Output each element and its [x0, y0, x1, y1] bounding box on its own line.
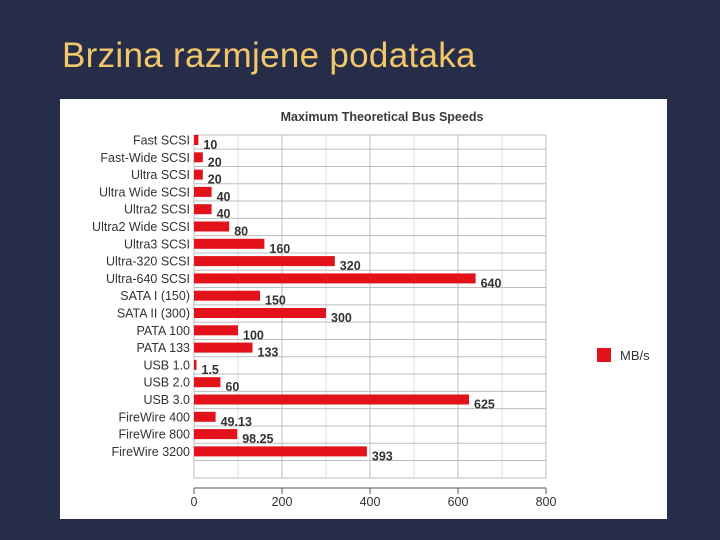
category-label: FireWire 800 — [118, 427, 190, 442]
bar — [194, 273, 476, 283]
value-label: 320 — [339, 259, 361, 274]
bar — [194, 291, 260, 301]
value-label: 80 — [234, 224, 249, 239]
bar — [194, 152, 203, 162]
bus-speed-chart — [60, 99, 667, 519]
bar — [194, 429, 237, 439]
value-label: 393 — [371, 449, 393, 464]
category-label: FireWire 3200 — [111, 444, 190, 459]
value-label: 20 — [207, 172, 222, 187]
bar — [194, 377, 220, 387]
category-label: Ultra-320 SCSI — [105, 254, 190, 269]
legend-swatch — [597, 348, 611, 362]
value-label: 160 — [269, 241, 291, 256]
category-label: Ultra Wide SCSI — [99, 185, 190, 200]
bar — [194, 135, 198, 145]
chart-title: Maximum Theoretical Bus Speeds — [280, 110, 484, 124]
value-label: 640 — [480, 276, 502, 291]
bar — [194, 395, 469, 405]
category-label: USB 2.0 — [143, 375, 190, 390]
value-label: 300 — [331, 311, 352, 325]
x-tick-label: 600 — [447, 495, 469, 509]
value-label: 98.25 — [242, 432, 274, 447]
bar — [194, 412, 216, 422]
category-label: Fast-Wide SCSI — [100, 150, 190, 165]
labels-layer — [92, 134, 501, 464]
value-label: 49.13 — [220, 414, 252, 429]
x-tick-label: 200 — [271, 495, 293, 509]
slide-title: Brzina razmjene podataka — [62, 36, 476, 75]
category-label: SATA I (150) — [120, 289, 190, 304]
value-label: 20 — [207, 155, 222, 170]
x-tick-label: 0 — [190, 495, 198, 509]
axis-layer — [191, 488, 557, 509]
category-label: PATA 100 — [136, 323, 190, 338]
category-label: Ultra2 Wide SCSI — [92, 220, 190, 234]
bar — [194, 187, 212, 197]
category-label: PATA 133 — [136, 341, 190, 356]
category-label: Ultra2 SCSI — [124, 202, 190, 217]
value-label: 133 — [257, 345, 279, 360]
value-label: 40 — [216, 207, 231, 222]
legend-label: MB/s — [620, 348, 650, 363]
category-label: Ultra3 SCSI — [124, 237, 190, 252]
bar — [194, 222, 229, 232]
category-label: USB 1.0 — [143, 358, 190, 373]
value-label: 625 — [474, 397, 495, 412]
bar — [194, 256, 335, 266]
category-label: Fast SCSI — [133, 133, 190, 148]
bar — [194, 446, 367, 456]
x-tick-label: 800 — [535, 495, 557, 509]
bar — [194, 360, 197, 370]
value-label: 1.5 — [201, 362, 219, 377]
bar — [194, 239, 264, 249]
category-label: SATA II (300) — [116, 306, 190, 321]
chart-panel — [60, 99, 667, 519]
legend — [597, 348, 650, 363]
value-label: 40 — [216, 189, 231, 204]
bar — [194, 204, 212, 214]
value-label: 150 — [265, 293, 286, 308]
category-label: Ultra SCSI — [130, 168, 190, 183]
value-label: 100 — [243, 328, 264, 343]
bar — [194, 343, 253, 353]
value-label: 10 — [203, 138, 218, 152]
category-label: Ultra-640 SCSI — [105, 271, 190, 286]
value-label: 60 — [225, 380, 240, 395]
bar — [194, 170, 203, 180]
bar — [194, 308, 326, 318]
bar — [194, 325, 238, 335]
category-label: FireWire 400 — [118, 410, 190, 425]
x-tick-label: 400 — [359, 495, 381, 509]
category-label: USB 3.0 — [143, 393, 190, 407]
